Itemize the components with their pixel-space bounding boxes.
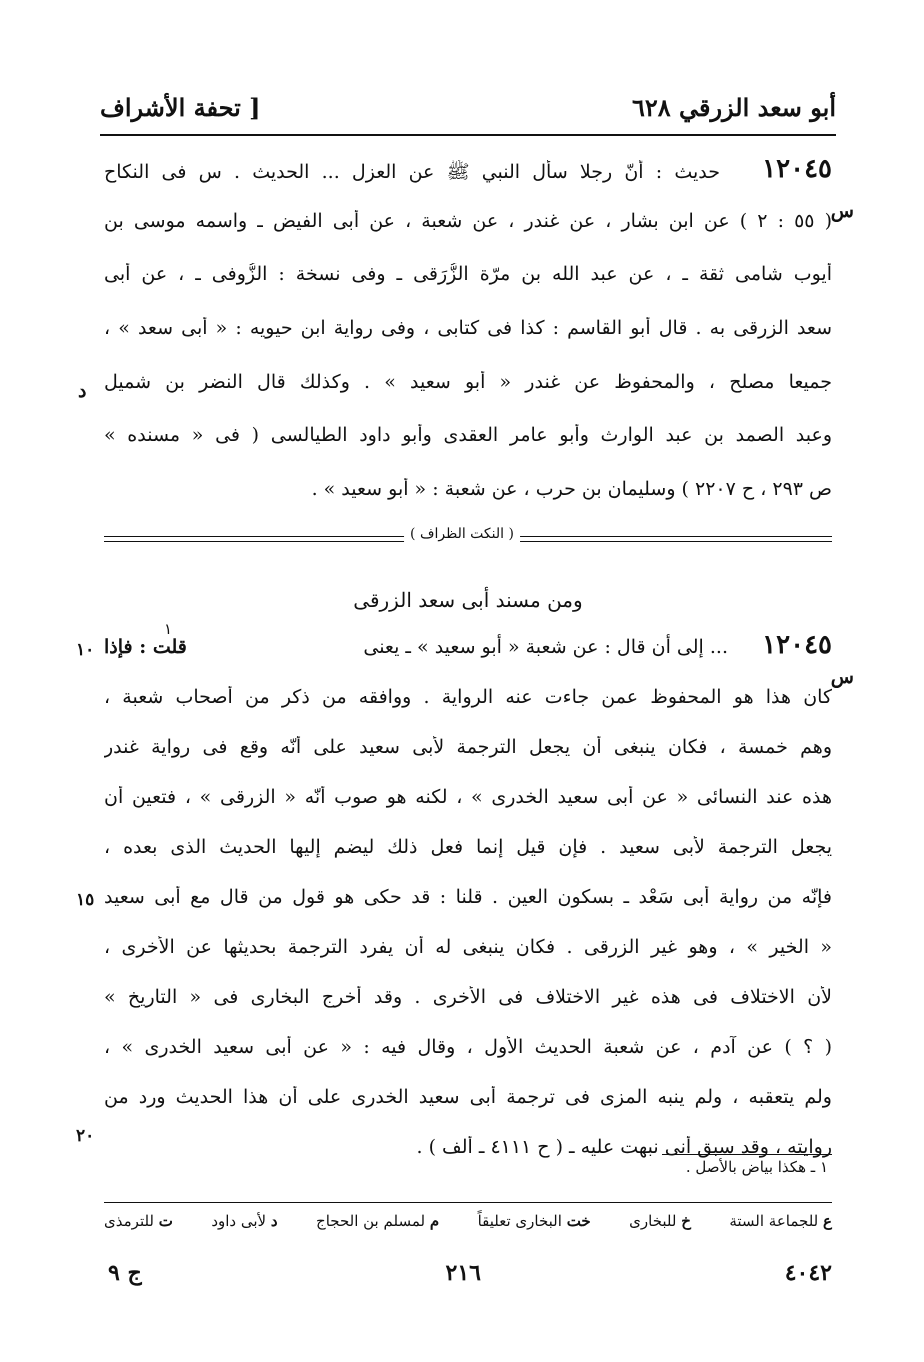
footnote: ١ ـ هكذا بياض بالأصل . xyxy=(685,1158,828,1176)
sigla-legend xyxy=(104,1212,832,1230)
entry2-line-text: كان هذا هو المحفوظ عمن جاءت عنه الرواية . ووافقه من ذكر من أصحاب شعبة ، xyxy=(104,686,832,708)
page-number: ٢١٦ xyxy=(445,1260,481,1286)
entry1-line-text: جميعا مصلح ، والمحفوظ عن غندر « أبو سعيد » . وكذلك قال النضر بن شميل xyxy=(104,371,832,393)
section-title: ومن مسند أبى سعد الزرقى xyxy=(353,588,583,612)
entry2-line-text: فإنّه من رواية أبى سَعْد ـ بسكون العين . قلنا : قد حكى هو قول من قال مع أبى سعيد xyxy=(104,886,832,908)
entry2-line-text: ولم يتعقبه ، ولم ينبه المزى فى ترجمة أبى سعيد الخدرى على أن هذا الحديث ورد من xyxy=(104,1086,832,1108)
entry1-line-text: حديث : أنّ رجلا سأل النبي ﷺ عن العزل ... الحديث . س فى النكاح xyxy=(104,161,720,183)
legend-item: خت البخارى تعليقاً xyxy=(477,1212,591,1230)
divider-label: ( النكت الظراف ) xyxy=(404,526,520,542)
legend-item: د لأبى داود xyxy=(211,1212,278,1230)
entry2-line-text: يجعل الترجمة لأبى سعيد . فإن قيل إنما فعل ذلك ليضم إليها الحديث الذى بعده ، xyxy=(104,836,832,858)
margin-line-number-20: ٢٠ xyxy=(76,1126,95,1146)
entry2-sigla: س xyxy=(830,666,854,688)
volume-label: ج ٩ xyxy=(108,1260,142,1286)
running-header xyxy=(100,82,836,122)
entry1-margin-sigla: د xyxy=(78,380,87,402)
hadith-number: ١٢٠٤٥ xyxy=(762,630,832,660)
entry2-first-line-bold: قلت : فإذا xyxy=(104,636,187,658)
header-rule xyxy=(100,134,836,136)
legend-item: م لمسلم بن الحجاج xyxy=(316,1212,440,1230)
footnote-rule xyxy=(662,1154,832,1155)
entry2-line-text: لأن الاختلاف فى هذه غير الاختلاف فى الأخرى . وقد أخرج البخارى فى « التاريخ » xyxy=(104,986,832,1008)
entry1-line-text: وعبد الصمد بن عبد الوارث وأبو عامر العقدى وأبو داود الطيالسى ( فى « مسنده » xyxy=(104,424,832,446)
entry2-first-line: ... إلى أن قال : عن شعبة « أبو سعيد » ـ يعنى xyxy=(363,636,728,658)
hadith-number: ١٢٠٤٥ xyxy=(762,154,832,184)
header-left-title: [ تحفة الأشراف xyxy=(100,93,261,122)
entry1-line-text: سعد الزرقى به . قال أبو القاسم : كذا فى كتابى ، وفى رواية ابن حيويه : « أبى سعد » ، xyxy=(104,317,832,339)
entry1-line-text: ص ٢٩٣ ، ح ٢٢٠٧ ) وسليمان بن حرب ، عن شعبة : « أبو سعيد » . xyxy=(311,478,832,500)
entry1-line-text: ( ٥٥ : ٢ ) عن ابن بشار ، عن غندر ، عن شعبة ، عن أبى الفيض ـ واسمه موسى بن xyxy=(104,210,832,232)
legend-item: خ للبخارى xyxy=(629,1212,691,1230)
hadith-range-number: ٤٠٤٢ xyxy=(784,1260,832,1286)
entry2-line-text: روايته ، وقد سبق أنى نبهت عليه ـ ( ح ٤١١١ ـ ألف ) . xyxy=(416,1136,832,1158)
footnote-mark: ١ xyxy=(164,620,173,638)
legend-item: ع للجماعة الستة xyxy=(729,1212,832,1230)
header-right-title: أبو سعد الزرقي ٦٢٨ xyxy=(631,93,836,122)
entry2-line-text: ( ؟ ) عن آدم ، عن شعبة الحديث الأول ، وقال فيه : « عن أبى سعيد الخدرى » ، xyxy=(104,1036,832,1058)
entry1-line-text: أيوب شامى ثقة ـ ، عن عبد الله بن مرّة الزُّرَقى ـ وفى نسخة : الزُّوفى ـ ، عن أبى xyxy=(104,263,832,285)
margin-line-number-10: ١٠ xyxy=(76,640,95,660)
legend-item: ت للترمذى xyxy=(104,1212,173,1230)
entry2-line-text: وهم خمسة ، فكان ينبغى أن يجعل الترجمة لأبى سعيد على أنّه وقع فى رواية غندر xyxy=(104,736,832,758)
entry2-line-text: هذه عند النسائى « عن أبى سعيد الخدرى » ، لكنه هو صوب أنّه « الزرقى » ، فتعين أن xyxy=(104,786,832,808)
legend-rule xyxy=(104,1202,832,1203)
margin-line-number-15: ١٥ xyxy=(76,890,95,910)
entry2-line-text: « الخير » ، وهو غير الزرقى . فكان ينبغى له أن يفرد الترجمة بحديثها عن الأخرى ، xyxy=(104,936,832,958)
entry1-sigla: س xyxy=(830,200,854,222)
page-footer xyxy=(108,1260,832,1286)
